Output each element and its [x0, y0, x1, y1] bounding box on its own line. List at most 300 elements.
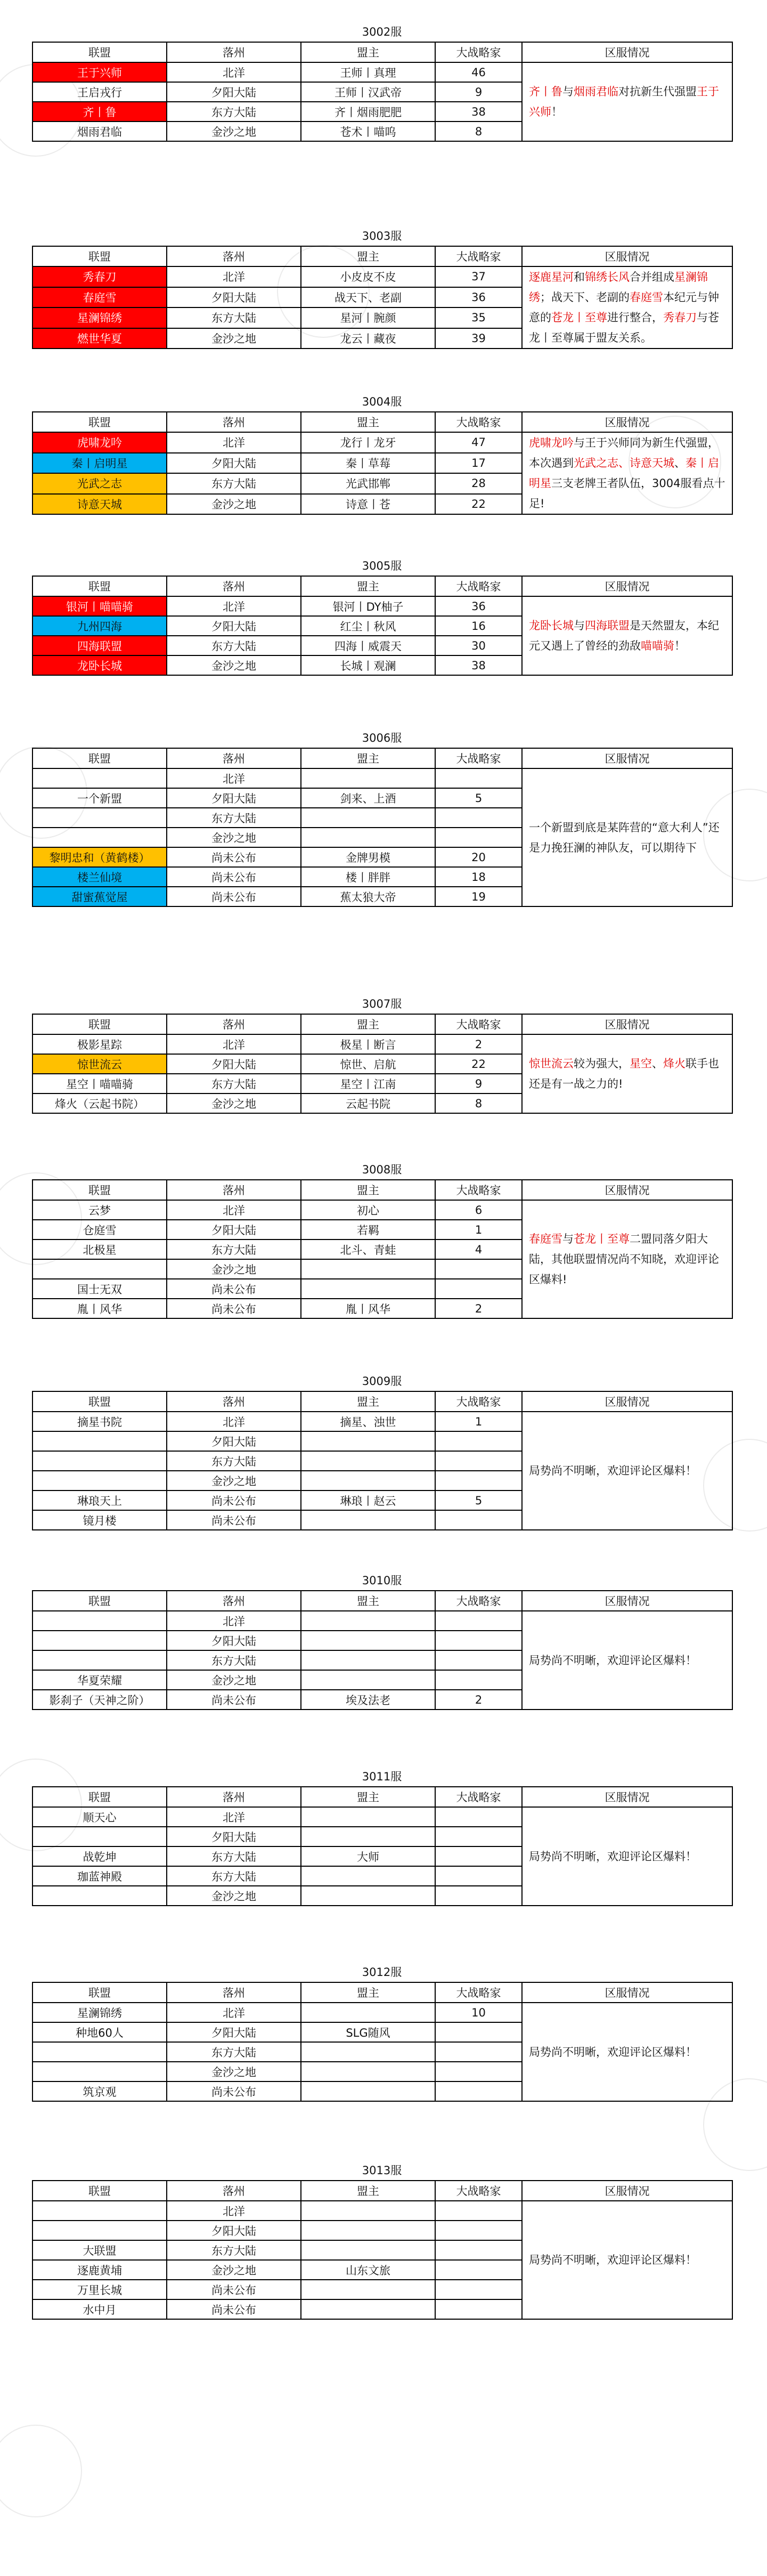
strategists-cell: [435, 1431, 522, 1451]
leader-cell: [301, 808, 435, 828]
state-cell: 夕阳大陆: [167, 1054, 301, 1074]
server-table: [32, 2180, 733, 2320]
strategists-cell: [435, 1670, 522, 1690]
column-header: 盟主: [301, 576, 435, 596]
leader-cell: 苍术丨喵呜: [301, 121, 435, 141]
strategists-cell: 22: [435, 1054, 522, 1074]
state-cell: 夕阳大陆: [167, 788, 301, 808]
strategists-cell: 47: [435, 432, 522, 453]
column-header: 落州: [167, 42, 301, 62]
state-cell: 东方大陆: [167, 102, 301, 121]
column-header: 区服情况: [522, 42, 732, 62]
strategists-cell: [435, 2062, 522, 2081]
column-header: 落州: [167, 246, 301, 266]
server-section: [32, 994, 732, 1114]
situation-text: 和: [574, 271, 585, 283]
server-section: [32, 1372, 732, 1530]
leader-cell: 星河丨腕颜: [301, 307, 435, 328]
leader-cell: [301, 1631, 435, 1650]
alliance-cell: 一个新盟: [32, 788, 167, 808]
situation-highlight: 春庭雪: [529, 1233, 562, 1245]
strategists-cell: 2: [435, 1690, 522, 1710]
column-header: 大战略家: [435, 748, 522, 768]
header-row: [32, 1787, 732, 1807]
leader-cell: [301, 1451, 435, 1471]
strategists-cell: 5: [435, 1490, 522, 1510]
column-header: 联盟: [32, 42, 167, 62]
state-cell: 东方大陆: [167, 1846, 301, 1866]
alliance-cell: [32, 1886, 167, 1906]
state-cell: 尚未公布: [167, 1690, 301, 1710]
strategists-cell: [435, 768, 522, 788]
alliance-cell: 王启戎行: [32, 82, 167, 102]
situation-highlight: 苍龙丨至尊: [574, 1233, 630, 1245]
strategists-cell: [435, 1846, 522, 1866]
table-row: [32, 1611, 732, 1631]
leader-cell: [301, 1807, 435, 1827]
leader-cell: 山东文旅: [301, 2260, 435, 2280]
alliance-cell: 齐丨鲁: [32, 102, 167, 121]
alliance-cell: 光武之志: [32, 473, 167, 494]
situation-cell: [522, 1611, 732, 1710]
strategists-cell: [435, 1471, 522, 1490]
column-header: 落州: [167, 1014, 301, 1034]
server-title: 3008服: [362, 1163, 402, 1176]
situation-text: 较为强大，: [574, 1057, 630, 1070]
alliance-cell: [32, 1631, 167, 1650]
situation-highlight: 星空: [630, 1057, 652, 1070]
leader-cell: 初心: [301, 1200, 435, 1220]
state-cell: 东方大陆: [167, 1240, 301, 1259]
strategists-cell: 10: [435, 2003, 522, 2022]
alliance-cell: 云梦: [32, 1200, 167, 1220]
state-cell: 北洋: [167, 62, 301, 82]
strategists-cell: 8: [435, 1093, 522, 1113]
column-header: 盟主: [301, 2181, 435, 2201]
strategists-cell: 38: [435, 102, 522, 121]
alliance-cell: 镜月楼: [32, 1510, 167, 1530]
server-table: [32, 1982, 733, 2102]
strategists-cell: [435, 1807, 522, 1827]
leader-cell: [301, 1650, 435, 1670]
state-cell: 东方大陆: [167, 473, 301, 494]
situation-text: 是天然盟友，本纪元又遇上了曾经的劲敌: [529, 619, 719, 652]
situation-text: 与苍龙丨至尊属于盟友关系。: [529, 311, 719, 344]
alliance-cell: 甜蜜蕉觉屋: [32, 887, 167, 906]
strategists-cell: 18: [435, 867, 522, 887]
state-cell: 金沙之地: [167, 121, 301, 141]
alliance-cell: 华夏荣耀: [32, 1670, 167, 1690]
alliance-cell: 珈蓝神殿: [32, 1866, 167, 1886]
state-cell: 东方大陆: [167, 2042, 301, 2062]
column-header: 区服情况: [522, 576, 732, 596]
leader-cell: [301, 1670, 435, 1690]
strategists-cell: 30: [435, 636, 522, 655]
situation-highlight: 光武之志、诗意天城: [574, 457, 674, 469]
leader-cell: 长城丨观澜: [301, 655, 435, 675]
leader-cell: [301, 2240, 435, 2260]
server-title: 3012服: [362, 1966, 402, 1979]
leader-cell: 金牌男模: [301, 847, 435, 867]
leader-cell: 剑来、上酒: [301, 788, 435, 808]
leader-cell: 龙行丨龙牙: [301, 432, 435, 453]
strategists-cell: [435, 828, 522, 847]
strategists-cell: 9: [435, 1074, 522, 1093]
strategists-cell: 2: [435, 1299, 522, 1318]
leader-cell: [301, 2003, 435, 2022]
leader-cell: [301, 1259, 435, 1279]
column-header: 大战略家: [435, 1591, 522, 1611]
leader-cell: 胤丨风华: [301, 1299, 435, 1318]
leader-cell: [301, 1611, 435, 1631]
column-header: 联盟: [32, 1014, 167, 1034]
table-row: [32, 1412, 732, 1431]
table-row: [32, 432, 732, 453]
alliance-cell: 虎啸龙吟: [32, 432, 167, 453]
strategists-cell: 8: [435, 121, 522, 141]
state-cell: 金沙之地: [167, 655, 301, 675]
server-section: [32, 728, 732, 907]
leader-cell: 齐丨烟雨肥肥: [301, 102, 435, 121]
strategists-cell: 4: [435, 1240, 522, 1259]
situation-text: 局势尚不明晰，欢迎评论区爆料！: [529, 1850, 697, 1863]
situation-text: 、: [652, 1057, 663, 1070]
state-cell: 金沙之地: [167, 1093, 301, 1113]
alliance-cell: 楼兰仙境: [32, 867, 167, 887]
state-cell: 北洋: [167, 266, 301, 287]
server-title: 3007服: [362, 998, 402, 1010]
situation-cell: [522, 1200, 732, 1318]
situation-cell: [522, 2003, 732, 2101]
table-row: [32, 1034, 732, 1054]
leader-cell: [301, 2062, 435, 2081]
leader-cell: 摘星、浊世: [301, 1412, 435, 1431]
strategists-cell: [435, 2299, 522, 2319]
leader-cell: [301, 2299, 435, 2319]
state-cell: 北洋: [167, 2201, 301, 2221]
column-header: 区服情况: [522, 412, 732, 432]
leader-cell: 星空丨江南: [301, 1074, 435, 1093]
situation-cell: [522, 1807, 732, 1906]
header-row: [32, 1982, 732, 2003]
server-table: [32, 576, 733, 676]
state-cell: 尚未公布: [167, 867, 301, 887]
column-header: 盟主: [301, 412, 435, 432]
situation-text: 联手也还是有一战之力的!: [529, 1057, 719, 1090]
header-row: [32, 1391, 732, 1412]
leader-cell: [301, 2201, 435, 2221]
state-cell: 北洋: [167, 1412, 301, 1431]
leader-cell: 北斗、青蛙: [301, 1240, 435, 1259]
server-title: 3013服: [362, 2164, 402, 2177]
alliance-cell: 银河丨喵喵骑: [32, 596, 167, 616]
leader-cell: [301, 1471, 435, 1490]
column-header: 落州: [167, 2181, 301, 2201]
situation-highlight: 王于兴师: [529, 85, 719, 118]
strategists-cell: 17: [435, 453, 522, 474]
state-cell: 金沙之地: [167, 1670, 301, 1690]
alliance-cell: 黎明忠和（黄鹤楼）: [32, 847, 167, 867]
alliance-cell: 星澜锦绣: [32, 2003, 167, 2022]
header-row: [32, 246, 732, 266]
alliance-cell: 万里长城: [32, 2280, 167, 2299]
alliance-cell: 四海联盟: [32, 636, 167, 655]
state-cell: 夕阳大陆: [167, 2221, 301, 2240]
situation-highlight: 锦绣长风: [585, 271, 630, 283]
situation-text: 、: [674, 457, 686, 469]
leader-cell: 战天下、老副: [301, 287, 435, 308]
state-cell: 北洋: [167, 432, 301, 453]
strategists-cell: [435, 2280, 522, 2299]
leader-cell: [301, 2042, 435, 2062]
column-header: 区服情况: [522, 1591, 732, 1611]
situation-text: 合并组成: [630, 271, 674, 283]
alliance-cell: 春庭雪: [32, 287, 167, 308]
server-section: [32, 1160, 732, 1319]
alliance-cell: 燃世华夏: [32, 328, 167, 349]
alliance-cell: 王于兴师: [32, 62, 167, 82]
alliance-cell: 大联盟: [32, 2240, 167, 2260]
leader-cell: [301, 2221, 435, 2240]
state-cell: 北洋: [167, 1611, 301, 1631]
alliance-cell: 秀春刀: [32, 266, 167, 287]
situation-text: 局势尚不明晰，欢迎评论区爆料！: [529, 2254, 697, 2266]
state-cell: 尚未公布: [167, 2299, 301, 2319]
server-title: 3006服: [362, 732, 402, 744]
server-title: 3010服: [362, 1574, 402, 1587]
alliance-cell: [32, 1259, 167, 1279]
strategists-cell: [435, 1827, 522, 1846]
strategists-cell: 35: [435, 307, 522, 328]
situation-highlight: 春庭雪: [630, 291, 663, 304]
leader-cell: [301, 1886, 435, 1906]
alliance-cell: 北极星: [32, 1240, 167, 1259]
column-header: 盟主: [301, 1591, 435, 1611]
column-header: 落州: [167, 748, 301, 768]
alliance-cell: 琳琅天上: [32, 1490, 167, 1510]
state-cell: 金沙之地: [167, 1471, 301, 1490]
column-header: 落州: [167, 1391, 301, 1412]
alliance-cell: [32, 2201, 167, 2221]
leader-cell: [301, 1827, 435, 1846]
state-cell: 东方大陆: [167, 1650, 301, 1670]
situation-text: ！: [551, 106, 562, 118]
state-cell: 夕阳大陆: [167, 82, 301, 102]
alliance-cell: [32, 1431, 167, 1451]
table-row: [32, 768, 732, 788]
strategists-cell: 22: [435, 494, 522, 515]
situation-highlight: 逐鹿星河: [529, 271, 574, 283]
server-title: 3009服: [362, 1375, 402, 1388]
strategists-cell: [435, 1866, 522, 1886]
server-table: [32, 42, 733, 142]
alliance-cell: [32, 828, 167, 847]
leader-cell: 四海丨威震天: [301, 636, 435, 655]
server-table: [32, 1179, 733, 1319]
situation-text: ；战天下、老副的: [540, 291, 630, 304]
situation-text: 二盟同落夕阳大陆，其他联盟情况尚不知晓，欢迎评论区爆料!: [529, 1233, 719, 1286]
column-header: 落州: [167, 1982, 301, 2003]
state-cell: 金沙之地: [167, 328, 301, 349]
column-header: 落州: [167, 412, 301, 432]
state-cell: 东方大陆: [167, 2240, 301, 2260]
leader-cell: [301, 1510, 435, 1530]
column-header: 区服情况: [522, 1982, 732, 2003]
state-cell: 北洋: [167, 768, 301, 788]
state-cell: 夕阳大陆: [167, 616, 301, 636]
strategists-cell: [435, 2201, 522, 2221]
column-header: 落州: [167, 576, 301, 596]
column-header: 区服情况: [522, 1391, 732, 1412]
alliance-cell: 烽火（云起书院）: [32, 1093, 167, 1113]
situation-text: 进行整合，: [607, 311, 663, 324]
situation-highlight: 秦丨启明星: [529, 457, 719, 490]
table-row: [32, 2003, 732, 2022]
alliance-cell: 摘星书院: [32, 1412, 167, 1431]
state-cell: 尚未公布: [167, 847, 301, 867]
state-cell: 金沙之地: [167, 2260, 301, 2280]
state-cell: 北洋: [167, 2003, 301, 2022]
leader-cell: 红尘丨秋风: [301, 616, 435, 636]
situation-text: 对抗新生代强盟: [618, 85, 697, 98]
alliance-cell: [32, 2221, 167, 2240]
alliance-cell: 逐鹿黄埔: [32, 2260, 167, 2280]
column-header: 联盟: [32, 1391, 167, 1412]
alliance-cell: [32, 1451, 167, 1471]
state-cell: 夕阳大陆: [167, 1431, 301, 1451]
state-cell: 东方大陆: [167, 307, 301, 328]
alliance-cell: 水中月: [32, 2299, 167, 2319]
column-header: 联盟: [32, 1591, 167, 1611]
alliance-cell: [32, 2042, 167, 2062]
column-header: 盟主: [301, 246, 435, 266]
server-section: [32, 392, 732, 515]
situation-cell: [522, 1034, 732, 1113]
leader-cell: 银河丨DY柚子: [301, 596, 435, 616]
header-row: [32, 748, 732, 768]
table-row: [32, 266, 732, 287]
leader-cell: [301, 1431, 435, 1451]
state-cell: 夕阳大陆: [167, 1220, 301, 1240]
column-header: 盟主: [301, 748, 435, 768]
column-header: 区服情况: [522, 2181, 732, 2201]
situation-highlight: 烟雨君临: [574, 85, 618, 98]
leader-cell: 秦丨草莓: [301, 453, 435, 474]
strategists-cell: 1: [435, 1412, 522, 1431]
strategists-cell: [435, 1631, 522, 1650]
state-cell: 尚未公布: [167, 2081, 301, 2101]
strategists-cell: 36: [435, 287, 522, 308]
state-cell: 夕阳大陆: [167, 1631, 301, 1650]
alliance-cell: 九州四海: [32, 616, 167, 636]
leader-cell: [301, 2081, 435, 2101]
column-header: 盟主: [301, 1982, 435, 2003]
state-cell: 金沙之地: [167, 828, 301, 847]
state-cell: 夕阳大陆: [167, 2022, 301, 2042]
leader-cell: 大师: [301, 1846, 435, 1866]
state-cell: 东方大陆: [167, 1451, 301, 1471]
strategists-cell: [435, 1279, 522, 1299]
column-header: 盟主: [301, 42, 435, 62]
column-header: 大战略家: [435, 1180, 522, 1200]
strategists-cell: 6: [435, 1200, 522, 1220]
state-cell: 夕阳大陆: [167, 1827, 301, 1846]
strategists-cell: 2: [435, 1034, 522, 1054]
table-row: [32, 62, 732, 82]
server-section: [32, 2161, 732, 2320]
column-header: 区服情况: [522, 1180, 732, 1200]
leader-cell: 极星丨断言: [301, 1034, 435, 1054]
leader-cell: 诗意丨苍: [301, 494, 435, 515]
leader-cell: 龙云丨藏夜: [301, 328, 435, 349]
state-cell: 北洋: [167, 1034, 301, 1054]
server-table: [32, 1786, 733, 1906]
strategists-cell: 19: [435, 887, 522, 906]
situation-highlight: 喵喵骑: [641, 639, 674, 652]
state-cell: 夕阳大陆: [167, 287, 301, 308]
state-cell: 金沙之地: [167, 1886, 301, 1906]
column-header: 联盟: [32, 576, 167, 596]
column-header: 联盟: [32, 1982, 167, 2003]
situation-text: 与: [562, 1233, 574, 1245]
leader-cell: 王师丨真理: [301, 62, 435, 82]
server-title: 3011服: [362, 1770, 402, 1783]
column-header: 大战略家: [435, 412, 522, 432]
situation-highlight: 星澜锦绣: [529, 271, 708, 304]
state-cell: 东方大陆: [167, 636, 301, 655]
column-header: 大战略家: [435, 246, 522, 266]
column-header: 大战略家: [435, 2181, 522, 2201]
strategists-cell: 46: [435, 62, 522, 82]
leader-cell: 王师丨汉武帝: [301, 82, 435, 102]
situation-highlight: 四海联盟: [585, 619, 630, 632]
alliance-cell: 胤丨风华: [32, 1299, 167, 1318]
column-header: 落州: [167, 1180, 301, 1200]
leader-cell: [301, 828, 435, 847]
server-section: [32, 1767, 732, 1906]
leader-cell: 楼丨胖胖: [301, 867, 435, 887]
state-cell: 金沙之地: [167, 2062, 301, 2081]
strategists-cell: [435, 1451, 522, 1471]
header-row: [32, 1180, 732, 1200]
state-cell: 尚未公布: [167, 1279, 301, 1299]
state-cell: 尚未公布: [167, 887, 301, 906]
situation-cell: [522, 1412, 732, 1530]
state-cell: 尚未公布: [167, 1299, 301, 1318]
alliance-cell: [32, 2062, 167, 2081]
strategists-cell: [435, 2022, 522, 2042]
strategists-cell: 28: [435, 473, 522, 494]
strategists-cell: [435, 2221, 522, 2240]
strategists-cell: 39: [435, 328, 522, 349]
situation-text: 与: [574, 619, 585, 632]
column-header: 联盟: [32, 412, 167, 432]
table-row: [32, 2201, 732, 2221]
column-header: 区服情况: [522, 1787, 732, 1807]
state-cell: 金沙之地: [167, 1259, 301, 1279]
column-header: 联盟: [32, 748, 167, 768]
strategists-cell: 16: [435, 616, 522, 636]
alliance-cell: 极影星踪: [32, 1034, 167, 1054]
strategists-cell: 9: [435, 82, 522, 102]
alliance-cell: [32, 1471, 167, 1490]
situation-highlight: 烽火: [663, 1057, 686, 1070]
situation-highlight: 秀春刀: [663, 311, 697, 324]
situation-cell: [522, 2201, 732, 2319]
alliance-cell: 龙卧长城: [32, 655, 167, 675]
server-section: [32, 226, 732, 349]
column-header: 大战略家: [435, 1787, 522, 1807]
